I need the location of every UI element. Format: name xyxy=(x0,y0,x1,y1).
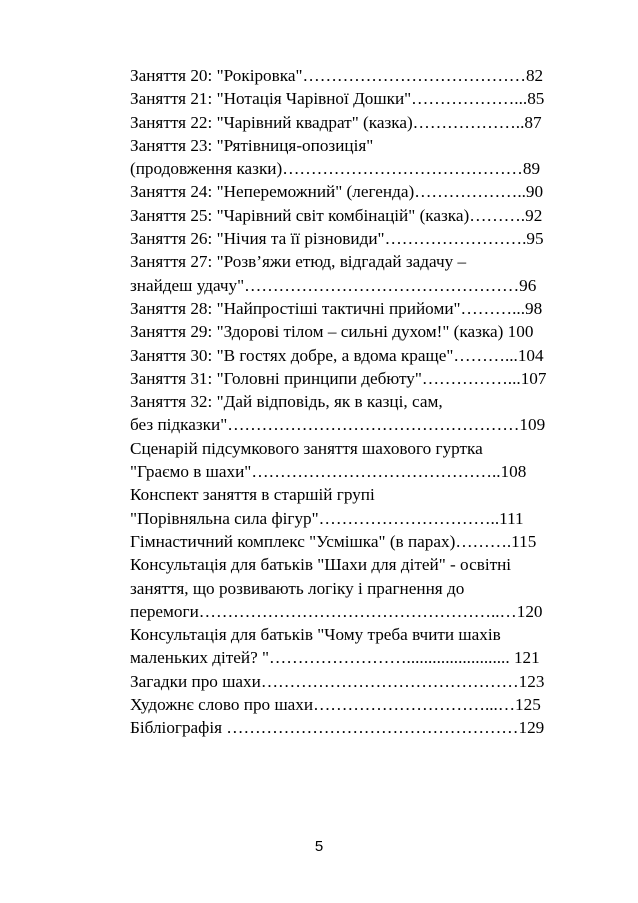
toc-line: Заняття 32: "Дай відповідь, як в казці, сам, xyxy=(130,392,443,412)
toc-line: Гімнастичний комплекс "Усмішка" (в парах)……….115 xyxy=(130,531,537,551)
toc-line: Заняття 24: "Непереможний" (легенда)………………..90 xyxy=(130,182,544,202)
toc-line: Заняття 29: "Здорові тілом – сильні духом!" (казка) 100 xyxy=(130,322,534,342)
toc-line: Бібліографія ……………………………………………129 xyxy=(130,718,545,738)
table-of-contents xyxy=(130,64,570,740)
toc-line: Заняття 22: "Чарівний квадрат" (казка)………………..87 xyxy=(130,112,542,132)
toc-line: Заняття 28: "Найпростіші тактичні прийоми"………...98 xyxy=(130,298,543,318)
toc-line: маленьких дітей? "……………………........................ 121 xyxy=(130,648,540,668)
toc-line: Заняття 27: "Розв’яжи етюд, відгадай задачу – xyxy=(130,252,467,272)
toc-line: Заняття 31: "Головні принципи дебюту"……………...107 xyxy=(130,368,547,388)
toc-line: перемоги……………………………………………..…120 xyxy=(130,601,543,621)
toc-line: Заняття 20: "Рокіровка"…………………………………82 xyxy=(130,66,544,85)
toc-line: Сценарій підсумкового заняття шахового гуртка xyxy=(130,438,483,458)
toc-line: Заняття 23: "Рятівниця-опозиція" xyxy=(130,135,374,155)
toc-line: заняття, що розвивають логіку і прагнення до xyxy=(130,578,465,598)
toc-line: без підказки"……………………………………………109 xyxy=(130,415,546,435)
page-number: 5 xyxy=(314,838,324,855)
toc-line: Загадки про шахи………………………………………123 xyxy=(130,671,545,691)
toc-line: Заняття 26: "Нічия та її різновиди"…………………….95 xyxy=(130,229,544,249)
toc-line: Заняття 21: "Нотація Чарівної Дошки"………………...85 xyxy=(130,89,545,109)
toc-line: "Граємо в шахи"……………………………………..108 xyxy=(130,462,527,482)
toc-line: знайдеш удачу"…………………………………………96 xyxy=(130,275,537,295)
toc-line: Конспект заняття в старшій групі xyxy=(130,485,375,505)
toc-line: (продовження казки)……………………………………89 xyxy=(130,159,541,179)
toc-line: Консультація для батьків "Шахи для дітей" - освітні xyxy=(130,555,512,575)
toc-line: Заняття 30: "В гостях добре, а вдома краще"………...104 xyxy=(130,345,544,365)
toc-line: Заняття 25: "Чарівний світ комбінацій" (казка)……….92 xyxy=(130,205,543,225)
toc-line: Художнє слово про шахи…………………………...…125 xyxy=(130,695,541,715)
toc-line: Консультація для батьків "Чому треба вчити шахів xyxy=(130,625,501,645)
toc-line: "Порівняльна сила фігур"…………………………..111 xyxy=(130,508,524,528)
